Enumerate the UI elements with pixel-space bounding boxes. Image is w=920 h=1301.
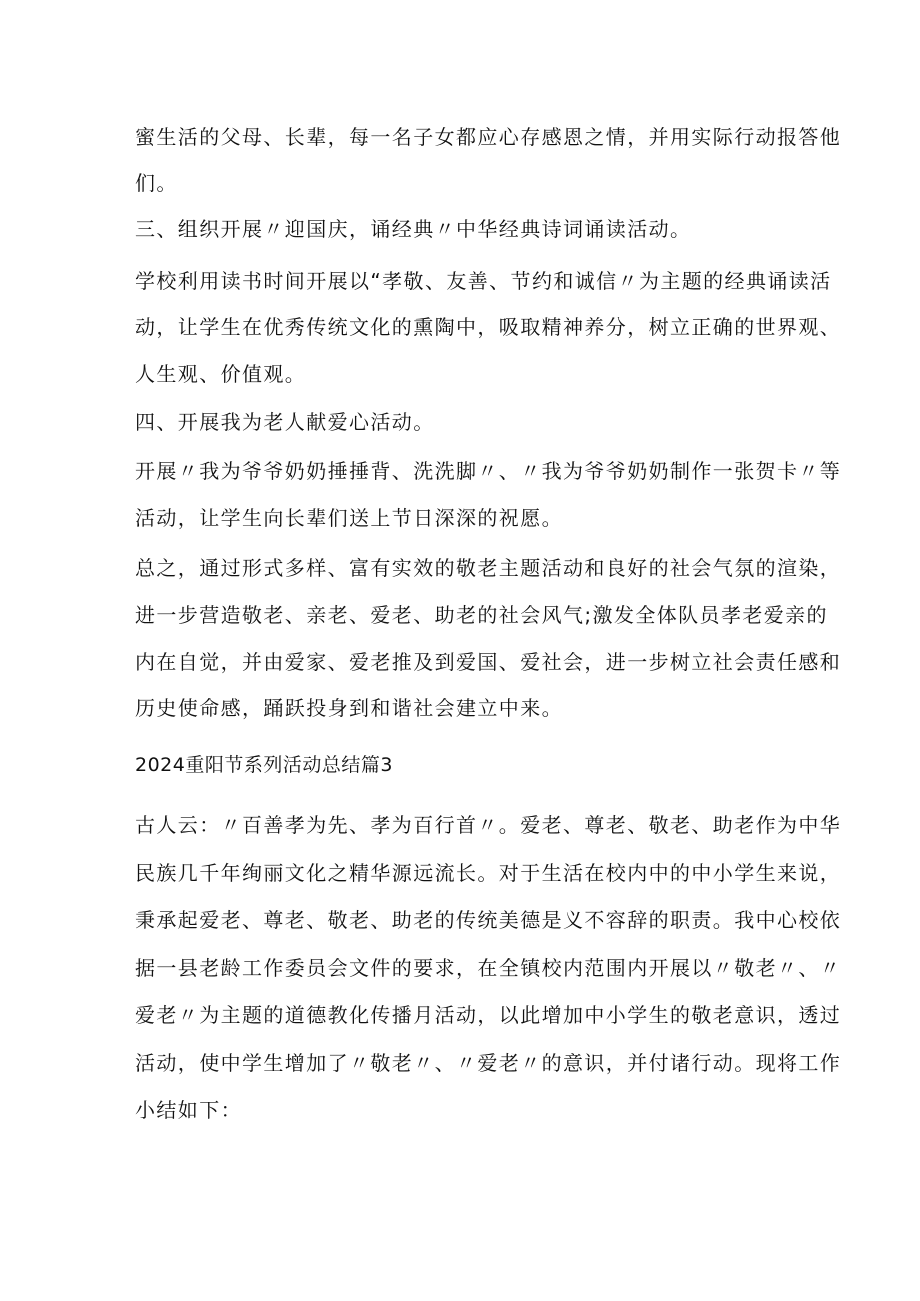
text-line: 民族几千年绚丽文化之精华源远流长。对于生活在校内中的中小学生来说， [135,861,842,885]
section-heading-4: 四、开展我为老人献爱心活动。 [135,410,435,434]
text-line: 活动，使中学生增加了〃敬老〃、〃爱老〃的意识，并付诸行动。现将工作 [135,1051,842,1075]
text-line: 动，让学生在优秀传统文化的熏陶中，吸取精神养分，树立正确的世界观、 [135,315,842,339]
text-line: 活动，让学生向长辈们送上节日深深的祝愿。 [135,506,563,530]
text-line: 总之，通过形式多样、富有实效的敬老主题活动和良好的社会气氛的渲染， [135,556,842,580]
text-line: 爱老〃为主题的道德教化传播月活动，以此增加中小学生的敬老意识，透过 [135,1003,842,1027]
text-line: 古人云：〃百善孝为先、孝为百行首〃。爱老、尊老、敬老、助老作为中华 [135,813,842,837]
text-line: 内在自觉，并由爱家、爱老推及到爱国、爱社会，进一步树立社会责任感和 [135,650,842,674]
text-line: 学校利用读书时间开展以“孝敬、友善、节约和诚信〃为主题的经典诵读活 [135,269,832,293]
text-line: 进一步营造敬老、亲老、爱老、助老的社会风气;激发全体队员孝老爱亲的 [135,603,828,627]
text-line: 开展〃我为爷爷奶奶捶捶背、洗洗脚〃、〃我为爷爷奶奶制作一张贺卡〃等 [135,459,842,483]
text-line: 历史使命感，踊跃投身到和谐社会建立中来。 [135,696,563,720]
text-line: 们。 [135,171,178,195]
text-line: 据一县老龄工作委员会文件的要求，在全镇校内范围内开展以〃敬老〃、〃 [135,956,842,980]
text-line: 小结如下： [135,1098,242,1122]
text-line: 秉承起爱老、尊老、敬老、助老的传统美德是义不容辞的职责。我中心校依 [135,908,842,932]
text-line: 蜜生活的父母、长辈，每一名子女都应心存感恩之情，并用实际行动报答他 [135,125,842,149]
text-line: 人生观、价值观。 [135,362,307,386]
section-title: 2024重阳节系列活动总结篇3 [135,754,393,776]
section-heading-3: 三、组织开展〃迎国庆，诵经典〃中华经典诗词诵读活动。 [135,217,692,241]
